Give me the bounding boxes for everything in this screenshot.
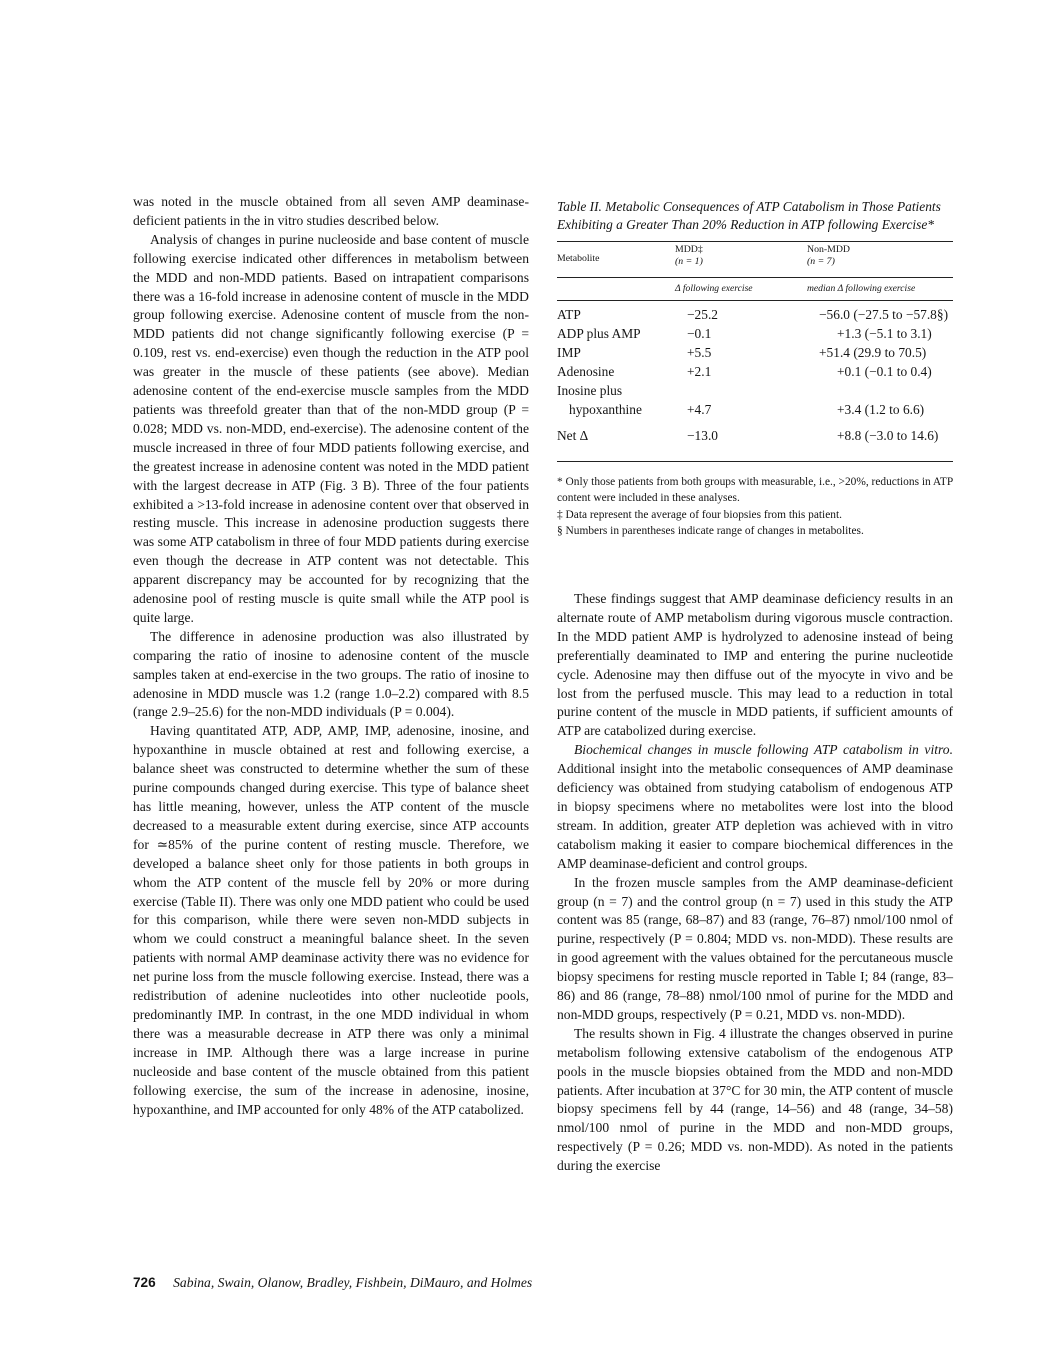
running-authors: Sabina, Swain, Olanow, Bradley, Fishbein, DiMauro, and Holmes [173, 1275, 533, 1290]
left-column [133, 193, 529, 1119]
header-mdd-n: (n = 1) [675, 256, 703, 267]
table-row: Adenosine +2.1 +0.1 (−0.1 to 0.4) [557, 364, 932, 379]
table-footnotes [557, 474, 953, 540]
section-heading: Biochemical changes in muscle following ATP catabolism in vitro. [574, 742, 953, 758]
footnote: * Only those patients from both groups with measurable, i.e., >20%, reductions in ATP content were included in these analyses. [557, 476, 953, 505]
page-number: 726 [133, 1275, 156, 1290]
header-non-mdd-label: Non-MDD [807, 244, 850, 255]
footnote: ‡ Data represent the average of four biopsies from this patient. [557, 508, 842, 521]
paragraph: The difference in adenosine production was also illustrated by comparing the ratio of inosine to adenosine content of the muscle samples taken at end-exercise in the two groups. The ratio of inosine to adenosine in MDD muscle was 1.2 (range 1.0–2.2) compared with 8.5 (range 2.9–25.6) for the non-MDD individuals (P = 0.004). [133, 628, 529, 720]
header-mdd [675, 242, 807, 268]
right-column [557, 590, 953, 1176]
table-body [557, 278, 953, 294]
paragraph: Analysis of changes in purine nucleoside and base content of muscle following exercise indicated other differences in metabolism between the MDD and non-MDD patients. Based on intrapatient comparisons there was a 16-fold increase in adenosine content of muscle in the MDD group following exercise. Adenosine content of muscle from the non-MDD patients did not change significantly following exercise (P = 0.109, rest vs. end-exercise) even though the reduction in the ATP pool was greater in the muscle of these patients (see above). Median adenosine content of the end-exercise muscle samples from the MDD patients was threefold greater than that of the non-MDD group (P = 0.028; MDD vs. non-MDD, end-exercise). The adenosine content of the muscle increased in three of four MDD patients following exercise, and the greatest increase in adenosine content was noted in the MDD patient with the largest decrease in ATP (Fig. 3 B). Three of the four patients exhibited a >13-fold increase in adenosine content over that observed in resting muscle. This increase in adenosine production suggests there was some ATP catabolism in three of four MDD patients during exercise even though the decrease in ATP content was not detectable. This apparent discrepancy may be accounted for by recognizing that the adenosine pool of resting muscle is quite small while the ATP pool is quite large. [133, 231, 529, 625]
paragraph: In the frozen muscle samples from the AMP deaminase-deficient group (n = 7) and the control group (n = 7) used in this study the ATP content was 85 (range, 68–87) and 83 (range, 76–87) nmol/100 nmol of purine, respectively (P = 0.804; MDD vs. non-MDD). These results are in good agreement with the values obtained for the percutaneous muscle biopsy specimens for resting muscle reported in Table I; 84 (range, 83–86) and 86 (range, 78–88) nmol/100 nmol of purine for the MDD and non-MDD groups, respectively (P = 0.21, MDD vs. non-MDD). [557, 874, 953, 1022]
page-footer [133, 1275, 532, 1291]
table-row: IMP +5.5 +51.4 (29.9 to 70.5) [557, 345, 927, 360]
table-subheader-rule [557, 300, 953, 301]
header-non-mdd [807, 242, 953, 268]
table-bottom-rule [557, 461, 953, 462]
table-ii [557, 198, 953, 540]
subheader-mdd: Δ following exercise [675, 283, 753, 294]
header-mdd-label: MDD‡ [675, 244, 703, 255]
paragraph: Having quantitated ATP, ADP, AMP, IMP, adenosine, inosine, and hypoxanthine in muscle obtained at rest and following exercise, a balance sheet was constructed to determine whether the sum of these purine compounds changed during exercise. This type of balance sheet has little meaning, however, unless the ATP content of the muscle decreased to a measurable extent during exercise, since ATP accounts for ≃85% of the purine content of resting muscle. Therefore, we developed a balance sheet only for those patients in both groups in whom the ATP content of the muscle fell by 20% or more during exercise (Table II). There was only one MDD patient who could be used for this comparison, while there were seven non-MDD subjects in whom we could construct a meaningful balance sheet. In the seven patients with normal AMP deaminase activity there was no evidence for net purine loss from the muscle following exercise. Instead, there was a redistribution of adenine nucleotides into other nucleotide pools, predominantly IMP. In contrast, in the one MDD individual in whom there was a measurable decrease in ATP there was only a minimal increase in IMP. Although there was a large increase in purine nucleoside and base content of the muscle obtained from this patient following exercise, the sum of the increase in adenosine, inosine, hypoxanthine, and IMP accounted for only 48% of the ATP catabolized. [133, 723, 529, 1117]
subheader-non-mdd: median Δ following exercise [807, 283, 916, 294]
table-header [557, 242, 953, 268]
paragraph: These findings suggest that AMP deaminase deficiency results in an alternate route of AMP metabolism during vigorous muscle contraction. In the MDD patient AMP is hydrolyzed to adenosine instead of being preferentially deaminated to IMP and entering the purine nucleotide cycle. Adenosine may then diffuse out of the myocyte in vivo and be lost from the perfused muscle. This may lead to a reduction in total purine content of the muscle in MDD patients, if sufficient amounts of ATP are catabolized during exercise. [557, 591, 953, 739]
table-rows [557, 307, 953, 447]
paragraph: was noted in the muscle obtained from all seven AMP deaminase-deficient patients in the in vitro studies described below. [133, 194, 529, 228]
table-row: Inosine plus [557, 383, 623, 398]
table-caption: Table II. Metabolic Consequences of ATP Catabolism in Those Patients Exhibiting a Greater Than 20% Reduction in ATP following Exercise* [557, 199, 941, 232]
table-row: ADP plus AMP −0.1 +1.3 (−5.1 to 3.1) [557, 326, 932, 341]
header-metabolite: Metabolite [557, 253, 600, 264]
paragraph: Biochemical changes in muscle following ATP catabolism in vitro. Additional insight into the metabolic consequences of AMP deaminase deficiency was obtained from studying catabolism of endogenous ATP in biopsy specimens where no metabolites were lost into the blood stream. In addition, greater ATP depletion was achieved with in vitro catabolism making it easier to compare biochemical differences in the AMP deaminase-deficient and control groups. [557, 742, 953, 871]
paragraph: The results shown in Fig. 4 illustrate the changes observed in purine metabolism following extensive catabolism of the endogenous ATP pools in the muscle biopsies obtained from the MDD and non-MDD patients. After incubation at 37°C for 30 min, the ATP content of muscle biopsy specimens fell by 44 (range, 14–56) and 48 (range, 34–58) nmol/100 nmol of purine in the MDD and non-MDD groups, respectively (P = 0.26; MDD vs. non-MDD). As noted in the patients during the exercise [557, 1025, 953, 1174]
table-row: Net Δ −13.0 +8.8 (−3.0 to 14.6) [557, 428, 939, 443]
header-non-mdd-n: (n = 7) [807, 256, 835, 267]
table-row: hypoxanthine +4.7 +3.4 (1.2 to 6.6) [569, 402, 925, 417]
footnote: § Numbers in parentheses indicate range of changes in metabolites. [557, 525, 864, 538]
table-row: ATP −25.2 −56.0 (−27.5 to −57.8§) [557, 307, 949, 322]
